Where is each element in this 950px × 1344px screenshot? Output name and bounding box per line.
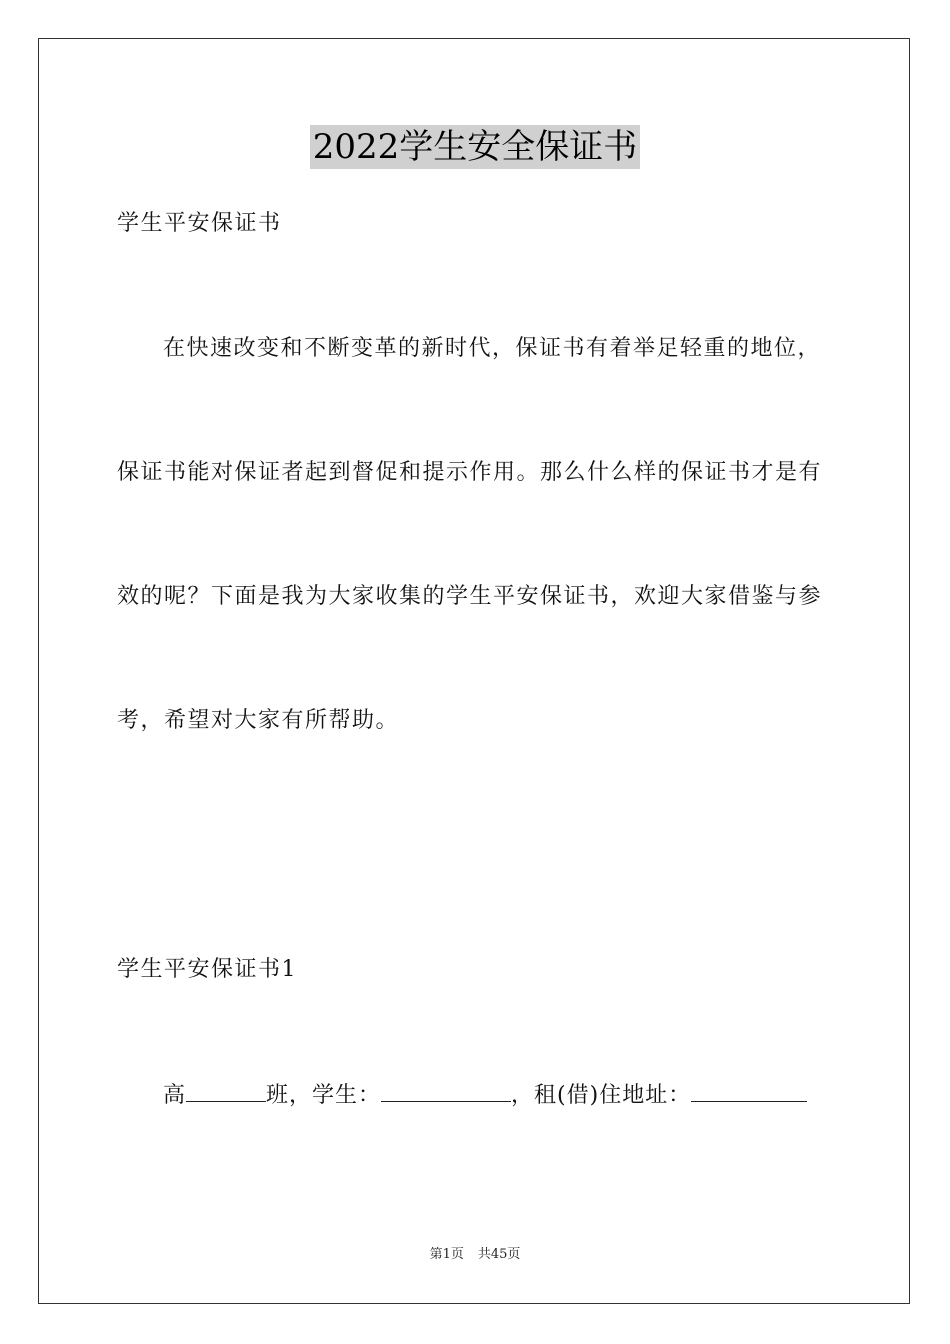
page-footer bbox=[0, 1246, 950, 1264]
section-heading: 学生平安保证书1 bbox=[117, 957, 297, 982]
document-title: 2022学生安全保证书 bbox=[310, 125, 641, 169]
intro-line-4: 考，希望对大家有所帮助。 bbox=[117, 708, 400, 733]
form-line bbox=[163, 1079, 807, 1111]
address-blank[interactable] bbox=[691, 1079, 807, 1102]
document-subtitle: 学生平安保证书 bbox=[117, 211, 282, 236]
page-total: 共45页 bbox=[477, 1247, 521, 1262]
form-line-address-label: ，租(借)住地址： bbox=[511, 1083, 692, 1108]
class-blank[interactable] bbox=[186, 1079, 266, 1102]
title-wrapper bbox=[0, 125, 950, 169]
intro-line-1: 在快速改变和不断变革的新时代，保证书有着举足轻重的地位， bbox=[163, 336, 822, 361]
form-line-grade-label: 高 bbox=[163, 1083, 187, 1108]
form-line-student-label: 班，学生： bbox=[266, 1083, 382, 1108]
student-name-blank[interactable] bbox=[381, 1079, 511, 1102]
page-current: 第1页 bbox=[429, 1247, 464, 1262]
intro-line-3: 效的呢？下面是我为大家收集的学生平安保证书，欢迎大家借鉴与参 bbox=[117, 584, 823, 609]
intro-line-2: 保证书能对保证者起到督促和提示作用。那么什么样的保证书才是有 bbox=[117, 460, 823, 485]
